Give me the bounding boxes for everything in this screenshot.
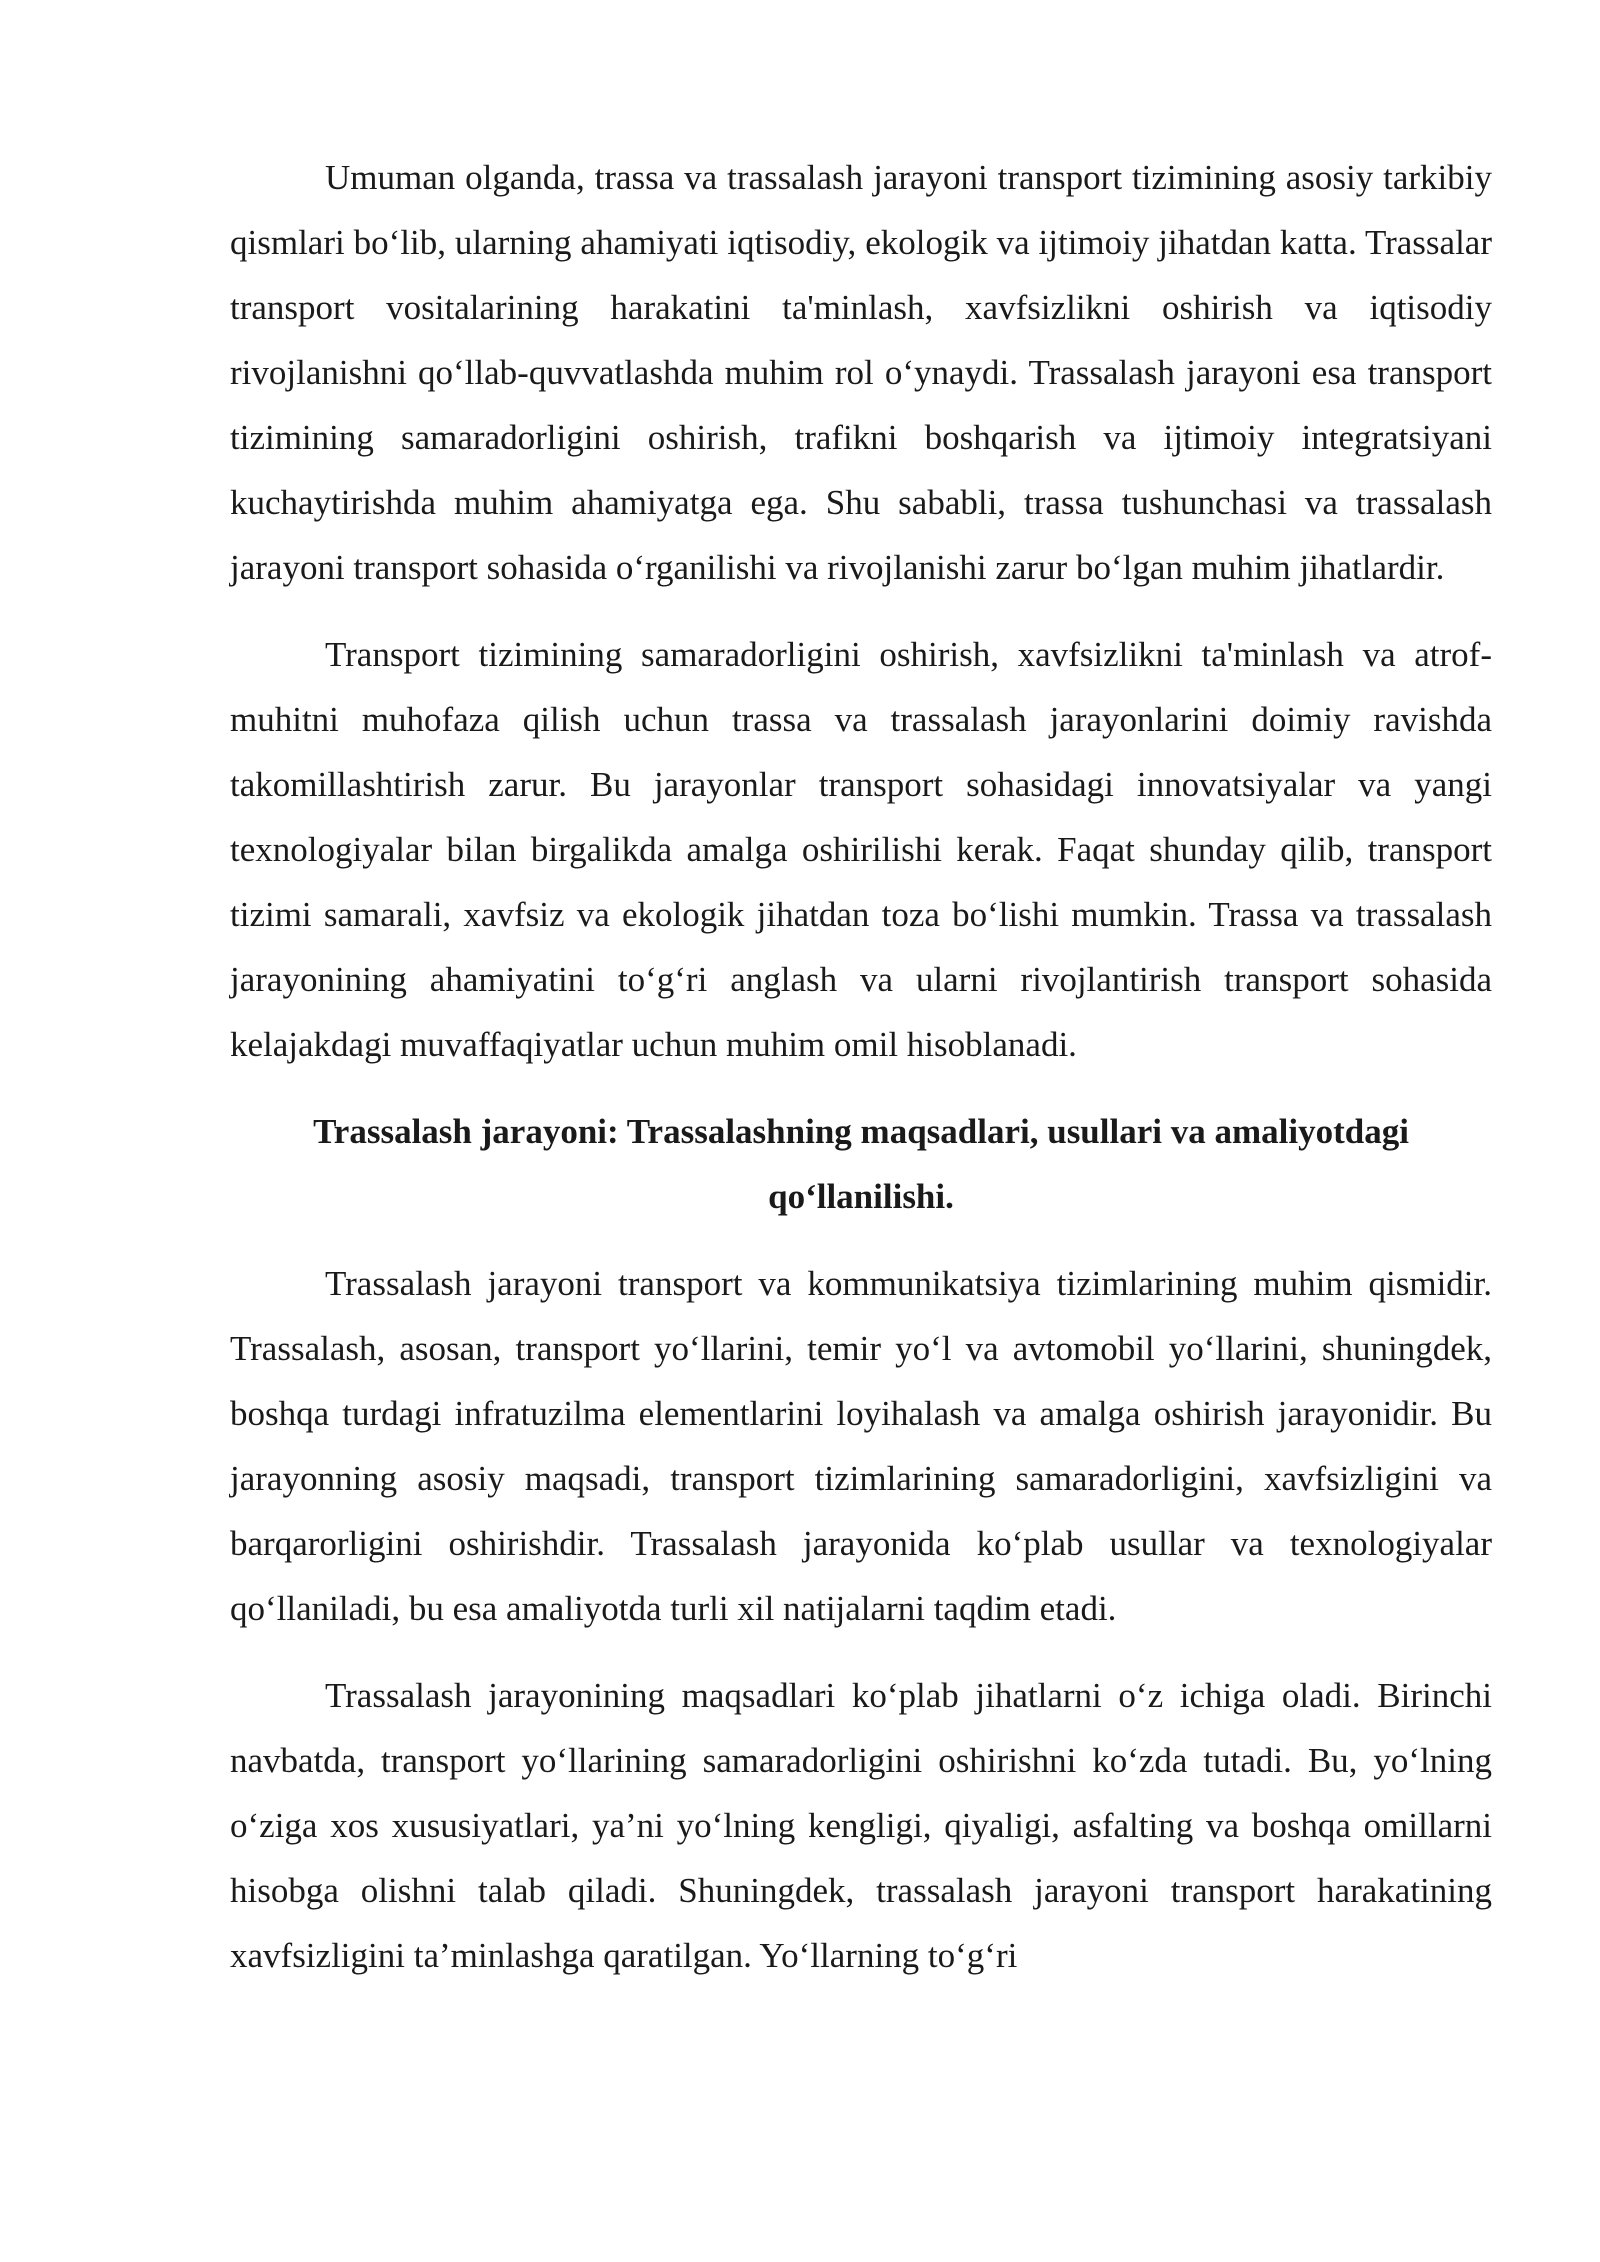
paragraph-4: Trassalash jarayonining maqsadlari ko‘plab jihatlarni o‘z ichiga oladi. Birinchi navbatda, transport yo‘llarining samaradorligini oshirishni ko‘zda tutadi. Bu, yo‘lning o‘ziga xos xususiyatlari, ya’ni yo‘lning kengligi, qiyaligi, asfalting va boshqa omillarni hisobga olishni talab qiladi. Shuningdek, trassalash jarayoni transport harakatining xavfsizligini ta’minlashga qaratilgan. Yo‘llarning to‘g‘ri [230, 1676, 1492, 1975]
section-heading: Trassalash jarayoni: Trassalashning maqsadlari, usullari va amaliyotdagi qo‘llanilishi. [313, 1112, 1409, 1216]
paragraph-1: Umuman olganda, trassa va trassalash jarayoni transport tizimining asosiy tarkibiy qismlari bo‘lib, ularning ahamiyati iqtisodiy, ekologik va ijtimoiy jihatdan katta. Trassalar transport vositalarining harakatini ta'minlash, xavfsizlikni oshirish va iqtisodiy rivojlanishni qo‘llab-quvvatlashda muhim rol o‘ynaydi. Trassalash jarayoni esa transport tizimining samaradorligini oshirish, trafikni boshqarish va ijtimoiy integratsiyani kuchaytirishda muhim ahamiyatga ega. Shu sababli, trassa tushunchasi va trassalash jarayoni transport sohasida o‘rganilishi va rivojlanishi zarur bo‘lgan muhim jihatlardir. [230, 158, 1492, 587]
paragraph-3: Trassalash jarayoni transport va kommunikatsiya tizimlarining muhim qismidir. Trassalash, asosan, transport yo‘llarini, temir yo‘l va avtomobil yo‘llarini, shuningdek, boshqa turdagi infratuzilma elementlarini loyihalash va amalga oshirish jarayonidir. Bu jarayonning asosiy maqsadi, transport tizimlarining samaradorligini, xavfsizligini va barqarorligini oshirishdir. Trassalash jarayonida ko‘plab usullar va texnologiyalar qo‘llaniladi, bu esa amaliyotda turli xil natijalarni taqdim etadi. [230, 1264, 1492, 1628]
document-body [230, 145, 1492, 1988]
paragraph-2: Transport tizimining samaradorligini oshirish, xavfsizlikni ta'minlash va atrof-muhitni muhofaza qilish uchun trassa va trassalash jarayonlarini doimiy ravishda takomillashtirish zarur. Bu jarayonlar transport sohasidagi innovatsiyalar va yangi texnologiyalar bilan birgalikda amalga oshirilishi kerak. Faqat shunday qilib, transport tizimi samarali, xavfsiz va ekologik jihatdan toza bo‘lishi mumkin. Trassa va trassalash jarayonining ahamiyatini to‘g‘ri anglash va ularni rivojlantirish transport sohasida kelajakdagi muvaffaqiyatlar uchun muhim omil hisoblanadi. [230, 635, 1492, 1064]
